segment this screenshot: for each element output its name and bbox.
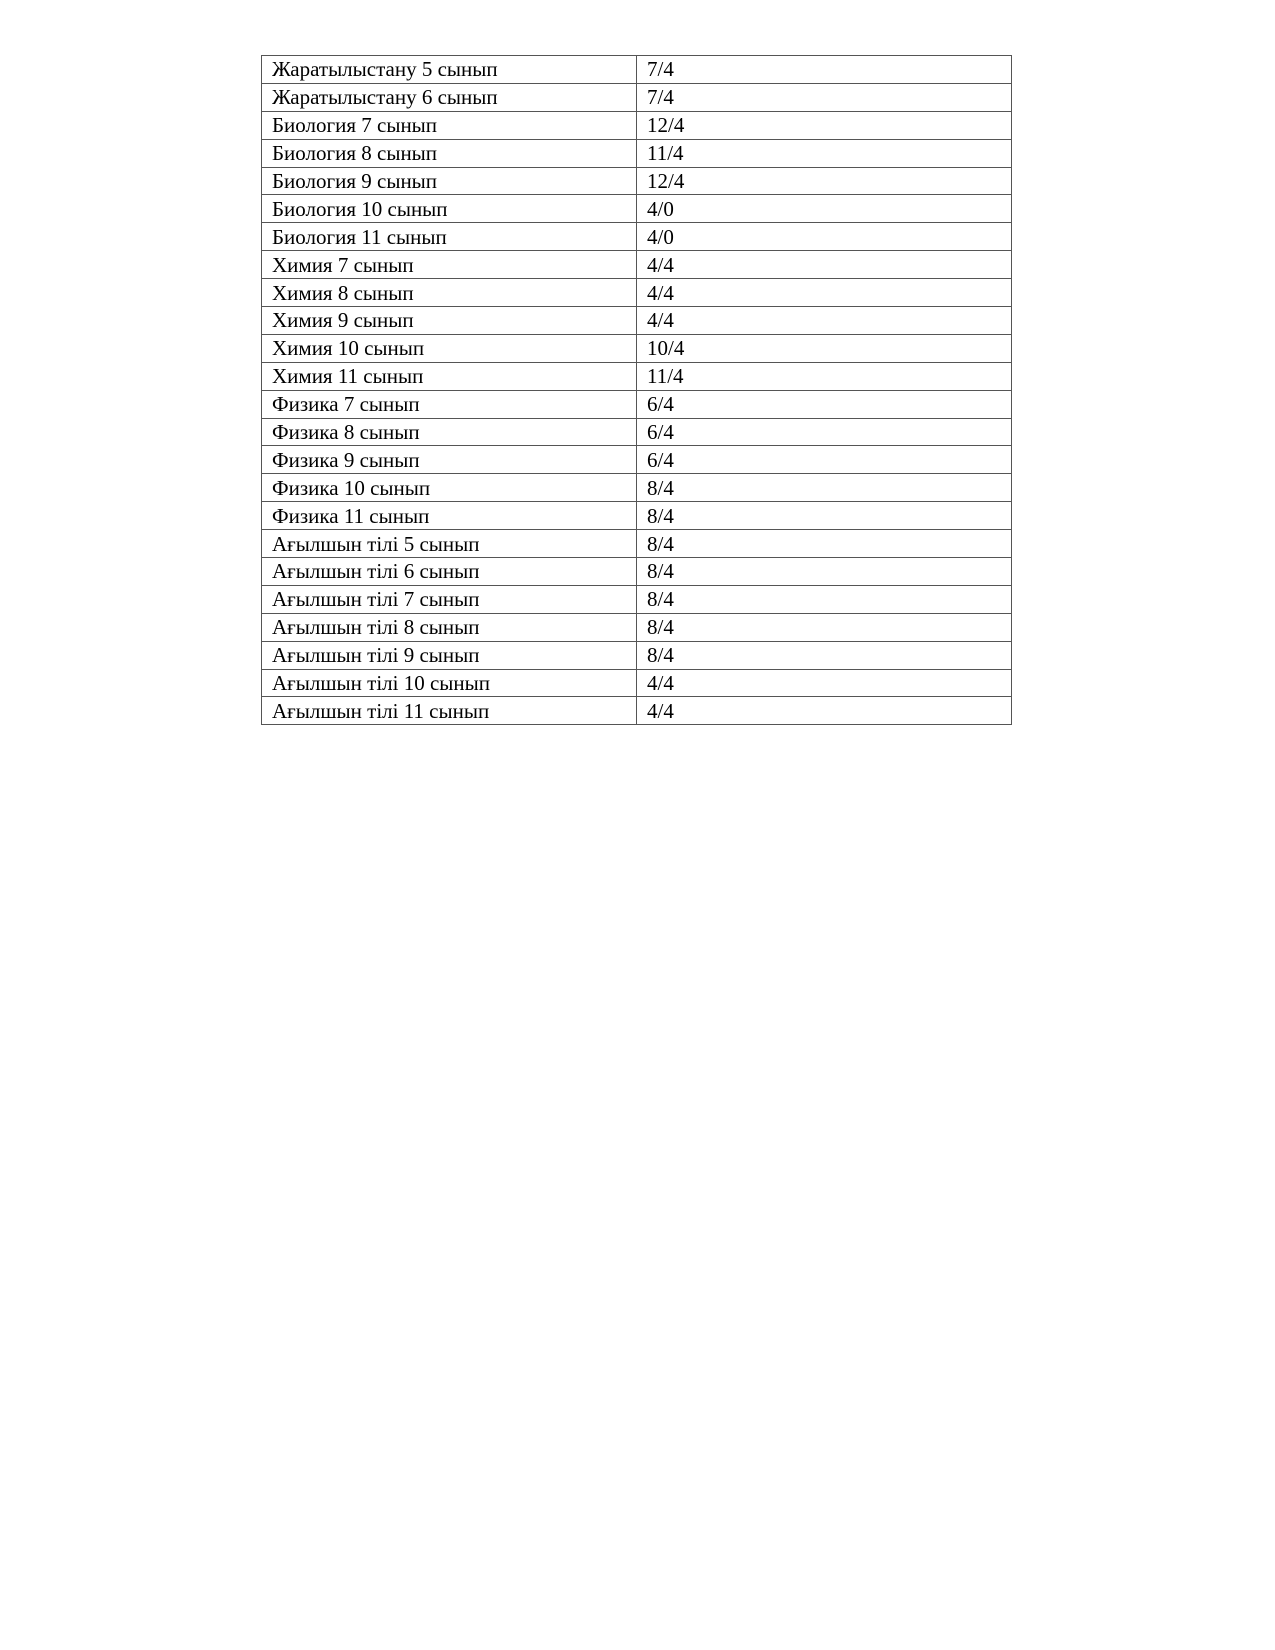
- subject-cell: Химия 8 сынып: [262, 279, 637, 307]
- table-row: [262, 697, 1012, 725]
- subject-cell: Физика 10 сынып: [262, 474, 637, 502]
- table-row: [262, 474, 1012, 502]
- value-cell: 4/0: [637, 223, 1012, 251]
- table-row: [262, 195, 1012, 223]
- table-row: [262, 390, 1012, 418]
- subject-cell: Ағылшын тілі 11 сынып: [262, 697, 637, 725]
- value-cell: 8/4: [637, 613, 1012, 641]
- subject-cell: Химия 10 сынып: [262, 334, 637, 362]
- value-cell: 6/4: [637, 390, 1012, 418]
- table-row: [262, 83, 1012, 111]
- subject-cell: Физика 7 сынып: [262, 390, 637, 418]
- subject-cell: Жаратылыстану 6 сынып: [262, 83, 637, 111]
- table-row: [262, 279, 1012, 307]
- value-cell: 4/4: [637, 697, 1012, 725]
- value-cell: 7/4: [637, 83, 1012, 111]
- subject-cell: Ағылшын тілі 8 сынып: [262, 613, 637, 641]
- table-row: [262, 362, 1012, 390]
- table-row: [262, 307, 1012, 335]
- subject-cell: Ағылшын тілі 10 сынып: [262, 669, 637, 697]
- value-cell: 12/4: [637, 167, 1012, 195]
- value-cell: 8/4: [637, 530, 1012, 558]
- subject-cell: Химия 7 сынып: [262, 251, 637, 279]
- table-row: [262, 669, 1012, 697]
- subjects-table: [261, 55, 1012, 725]
- subjects-table-body: [262, 56, 1012, 725]
- subject-cell: Физика 9 сынып: [262, 446, 637, 474]
- table-row: [262, 530, 1012, 558]
- subject-cell: Биология 7 сынып: [262, 111, 637, 139]
- subject-cell: Биология 10 сынып: [262, 195, 637, 223]
- value-cell: 11/4: [637, 362, 1012, 390]
- value-cell: 8/4: [637, 558, 1012, 586]
- table-row: [262, 502, 1012, 530]
- subject-cell: Биология 9 сынып: [262, 167, 637, 195]
- table-row: [262, 251, 1012, 279]
- table-row: [262, 167, 1012, 195]
- table-row: [262, 585, 1012, 613]
- table-row: [262, 56, 1012, 84]
- table-row: [262, 418, 1012, 446]
- subject-cell: Биология 11 сынып: [262, 223, 637, 251]
- subject-cell: Химия 11 сынып: [262, 362, 637, 390]
- table-row: [262, 111, 1012, 139]
- value-cell: 11/4: [637, 139, 1012, 167]
- subject-cell: Физика 8 сынып: [262, 418, 637, 446]
- table-row: [262, 613, 1012, 641]
- subject-cell: Ағылшын тілі 6 сынып: [262, 558, 637, 586]
- subject-cell: Ағылшын тілі 7 сынып: [262, 585, 637, 613]
- value-cell: 4/4: [637, 279, 1012, 307]
- value-cell: 7/4: [637, 56, 1012, 84]
- value-cell: 6/4: [637, 418, 1012, 446]
- value-cell: 8/4: [637, 502, 1012, 530]
- table-row: [262, 446, 1012, 474]
- table-row: [262, 139, 1012, 167]
- subject-cell: Ағылшын тілі 9 сынып: [262, 641, 637, 669]
- value-cell: 8/4: [637, 641, 1012, 669]
- subject-cell: Ағылшын тілі 5 сынып: [262, 530, 637, 558]
- value-cell: 12/4: [637, 111, 1012, 139]
- table-row: [262, 334, 1012, 362]
- subject-cell: Жаратылыстану 5 сынып: [262, 56, 637, 84]
- value-cell: 4/4: [637, 307, 1012, 335]
- value-cell: 8/4: [637, 474, 1012, 502]
- value-cell: 4/0: [637, 195, 1012, 223]
- value-cell: 10/4: [637, 334, 1012, 362]
- subject-cell: Биология 8 сынып: [262, 139, 637, 167]
- value-cell: 6/4: [637, 446, 1012, 474]
- subject-cell: Физика 11 сынып: [262, 502, 637, 530]
- value-cell: 8/4: [637, 585, 1012, 613]
- value-cell: 4/4: [637, 251, 1012, 279]
- subject-cell: Химия 9 сынып: [262, 307, 637, 335]
- value-cell: 4/4: [637, 669, 1012, 697]
- table-row: [262, 641, 1012, 669]
- table-row: [262, 558, 1012, 586]
- table-row: [262, 223, 1012, 251]
